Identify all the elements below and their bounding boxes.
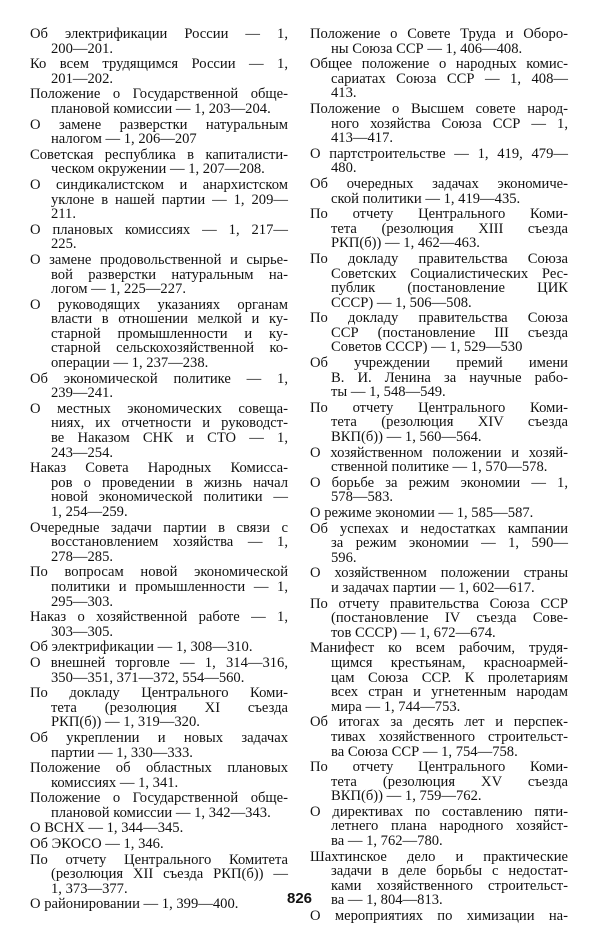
index-entry-line: 211. (51, 206, 76, 223)
index-entry-line: задачи в деле борьбы с недостат- (331, 863, 568, 880)
index-entry (310, 641, 568, 714)
index-entry-line: О плановых комиссиях — 1, 217— (30, 221, 288, 238)
index-entry-line: 350—351, 371—372, 554—560. (51, 669, 245, 686)
index-entry-line: старной сельскохозяйственной ко- (51, 340, 288, 357)
index-entry-line: (постановление IV съезда Сове- (331, 610, 568, 627)
index-entry (30, 853, 288, 897)
index-entry-line: 201—202. (51, 70, 114, 87)
index-entry-line: летнего плана народного хозяйст- (331, 818, 568, 835)
index-entry-line: ты — 1, 548—549. (331, 384, 446, 401)
index-entry-line: партии — 1, 330—333. (51, 744, 193, 761)
index-entry (30, 461, 288, 519)
index-entry-line: По докладу правительства Союза (310, 310, 568, 327)
index-entry-line: О местных экономических совеща- (30, 400, 288, 417)
index-entry-line: Шахтинское дело и практические (310, 848, 568, 865)
index-entry-line: 239—241. (51, 385, 114, 402)
index-entry-line: восстановлением хозяйства — 1, (51, 534, 288, 551)
index-entry-line: плановой комиссии — 1, 342—343. (51, 804, 271, 821)
index-entry (310, 522, 568, 566)
index-column-left (30, 27, 288, 913)
index-entry-line: Об итогах за десять лет и перспек- (310, 714, 568, 731)
index-entry-line: тета (резолюция XIV съезда (331, 414, 568, 431)
index-entry-line: ВКП(б)) — 1, 759—762. (331, 788, 482, 805)
index-entry-line: тета (резолюция XV съезда (331, 773, 568, 790)
index-entry-line: 578—583. (331, 489, 394, 506)
index-entry-line: цам Союза ССР. К пролетариям (331, 669, 568, 686)
index-entry-line: О мероприятиях по химизации на- (310, 908, 568, 925)
index-entry-line: ва — 1, 762—780. (331, 833, 443, 850)
index-entry-line: ской политики — 1, 419—435. (331, 190, 521, 207)
index-entry (30, 791, 288, 820)
index-entry (30, 27, 288, 56)
index-entry (310, 252, 568, 310)
index-entry (310, 401, 568, 445)
index-entry-line: ВКП(б)) — 1, 560—564. (331, 429, 482, 446)
index-entry-line: ного хозяйства Союза ССР — 1, (331, 115, 568, 132)
index-entry-line: О районировании — 1, 399—400. (30, 896, 239, 913)
index-entry (310, 177, 568, 206)
index-entry-line: ров о проведении в жизнь начал (51, 474, 288, 491)
index-entry (30, 372, 288, 401)
index-entry-line: за режим экономии — 1, 590— (331, 535, 568, 552)
index-entry-line: 413—417. (331, 130, 394, 147)
index-entry-line: логом — 1, 225—227. (51, 281, 186, 298)
index-entry (30, 521, 288, 565)
index-entry-line: Советов СССР) — 1, 529—530 (331, 339, 523, 356)
index-entry (30, 731, 288, 760)
index-entry-line: О ВСНХ — 1, 344—345. (30, 820, 184, 837)
index-entry (310, 57, 568, 101)
index-entry (310, 850, 568, 908)
index-entry-line: тов СССР) — 1, 672—674. (331, 624, 496, 641)
index-entry-line: По отчету Центрального Коми- (310, 399, 568, 416)
index-entry-line: В. И. Ленина за научные рабо- (331, 369, 568, 386)
index-entry-line: По отчету Центрального Комитета (30, 851, 288, 868)
index-entry (30, 761, 288, 790)
index-entry-line: Ко всем трудящимся России — 1, (30, 56, 288, 73)
index-entry (310, 805, 568, 849)
index-entry-line: Об электрификации России — 1, (30, 26, 288, 42)
index-entry (310, 506, 568, 521)
index-entry-line: 596. (331, 549, 357, 566)
index-entry-line: ве Наказом СНК и СТО — 1, (51, 430, 288, 447)
index-entry-line: О хозяйственном положении страны (310, 565, 568, 582)
index-entry-line: О руководящих указаниях органам (30, 296, 288, 313)
index-entry-line: Общее положение о народных комис- (310, 56, 568, 73)
index-entry-line: Об укреплении и новых задачах (30, 729, 288, 746)
index-entry (30, 640, 288, 655)
index-entry-line: мира — 1, 744—753. (331, 698, 461, 715)
index-entry-line: власти в отношении мелкой и ку- (51, 311, 288, 328)
index-entry-line: публик (постановление ЦИК (331, 280, 568, 297)
index-entry-line: Положение о Государственной обще- (30, 790, 288, 807)
index-entry (30, 610, 288, 639)
index-entry-line: комиссиях — 1, 341. (51, 774, 179, 791)
index-entry (310, 207, 568, 251)
index-entry (30, 148, 288, 177)
index-entry-line: О замене продовольственной и сырье- (30, 251, 288, 268)
index-entry (30, 118, 288, 147)
index-entry-line: 1, 254—259. (51, 504, 128, 520)
index-entry-line: 413. (331, 85, 357, 102)
index-entry (310, 27, 568, 56)
index-entry-line: О режиме экономии — 1, 585—587. (310, 505, 534, 521)
index-entry (30, 686, 288, 730)
index-entry (310, 566, 568, 595)
index-entry-line: уклоне в нашей партии — 1, 209— (51, 191, 288, 208)
index-entry-line: По вопросам новой экономической (30, 564, 288, 581)
index-entry-line: РКП(б)) — 1, 319—320. (51, 714, 200, 731)
index-entry-line: Очередные задачи партии в связи с (30, 519, 288, 536)
index-entry-line: Наказ о хозяйственной работе — 1, (30, 609, 288, 626)
index-entry-line: Наказ Совета Народных Комисса- (30, 460, 288, 477)
index-entry-line: Советских Социалистических Рес- (331, 265, 568, 282)
index-entry-line: Об учреждении премий имени (310, 355, 568, 372)
index-entry (310, 476, 568, 505)
index-entry-line: тивах хозяйственного строительст- (331, 728, 568, 745)
index-entry-line: Манифест ко всем рабочим, трудя- (310, 640, 568, 657)
index-entry-line: Об очередных задачах экономиче- (310, 175, 568, 192)
index-entry-line: политики и промышленности — 1, (51, 578, 288, 595)
index-entry-line: СССР) — 1, 506—508. (331, 294, 472, 311)
index-entry-line: Положение об областных плановых (30, 760, 288, 777)
index-entry-line: 278—285. (51, 548, 114, 565)
index-entry-line: ческом окружении — 1, 207—208. (51, 161, 265, 178)
index-entry (30, 57, 288, 86)
index-entry-line: ниях, их отчетности и руководст- (51, 415, 288, 432)
index-entry-line: тета (резолюция XIII съезда (331, 220, 568, 237)
index-entry-line: 200—201. (51, 40, 114, 57)
index-entry-line: всех стран и угнетенным народам (331, 684, 568, 701)
index-entry-line: 1, 373—377. (51, 880, 128, 897)
index-entry (310, 909, 568, 924)
index-entry-line: щимся крестьянам, красноармей- (331, 654, 568, 671)
index-entry-line: 295—303. (51, 593, 114, 610)
index-entry-line: О синдикалистском и анархистском (30, 176, 288, 193)
index-entry-line: РКП(б)) — 1, 462—463. (331, 235, 480, 252)
index-entry-line: 303—305. (51, 623, 114, 640)
index-entry-line: тета (резолюция XI съезда (51, 699, 288, 716)
index-entry-line: вой разверстки натуральным на- (51, 266, 288, 283)
index-entry-line: О директивах по составлению пяти- (310, 803, 568, 820)
index-entry-line: ны Союза ССР — 1, 406—408. (331, 40, 523, 57)
index-entry-line: Об успехах и недостатках кампании (310, 520, 568, 537)
index-entry-line: и задачах партии — 1, 602—617. (331, 579, 535, 596)
index-entry-line: плановой комиссии — 1, 203—204. (51, 100, 271, 117)
index-entry (310, 446, 568, 475)
index-entry-line: Положение о Совете Труда и Оборо- (310, 26, 568, 42)
index-column-right (310, 27, 568, 925)
index-entry-line: По докладу Центрального Коми- (30, 685, 288, 702)
index-entry (30, 656, 288, 685)
index-entry-line: налогом — 1, 206—207 (51, 131, 197, 148)
index-entry-line: старной промышленности и ку- (51, 325, 288, 342)
page-number: 826 (287, 890, 313, 907)
index-entry-line: ССР (постановление III съезда (331, 324, 568, 341)
index-entry-line: ственной политике — 1, 570—578. (331, 459, 548, 476)
index-entry (30, 565, 288, 609)
index-entry-line: ва — 1, 804—813. (331, 892, 443, 909)
index-entry-line: операции — 1, 237—238. (51, 355, 209, 372)
index-entry-line: О хозяйственном положении и хозяй- (310, 444, 568, 461)
index-entry-line: 243—254. (51, 444, 114, 461)
index-entry-line: Положение о Государственной обще- (30, 86, 288, 103)
index-entry-line: 480. (331, 160, 357, 177)
index-entry (310, 356, 568, 400)
index-entry (30, 837, 288, 852)
index-entry-line: О партстроительстве — 1, 419, 479— (310, 145, 568, 162)
index-entry (30, 87, 288, 116)
index-entry-line: По докладу правительства Союза (310, 250, 568, 267)
index-entry-line: новой экономической политики — (51, 489, 288, 506)
index-entry (310, 147, 568, 176)
index-entry (310, 715, 568, 759)
index-entry-line: О внешней торговле — 1, 314—316, (30, 654, 288, 671)
index-entry (30, 253, 288, 297)
index-entry-line: Советская республика в капиталисти- (30, 146, 288, 163)
index-entry (30, 223, 288, 252)
index-entry-line: ва Союза ССР — 1, 754—758. (331, 743, 518, 760)
index-entry (310, 760, 568, 804)
index-entry-line: По отчету правительства Союза ССР (310, 595, 568, 612)
index-entry (30, 821, 288, 836)
index-entry-line: 225. (51, 236, 77, 253)
index-entry (30, 897, 288, 912)
index-entry-line: Об экономической политике — 1, (30, 370, 288, 387)
index-entry-line: О борьбе за режим экономии — 1, (310, 474, 568, 491)
index-entry (310, 102, 568, 146)
index-entry-line: Об ЭКОСО — 1, 346. (30, 836, 164, 853)
index-entry-line: Положение о Высшем совете народ- (310, 100, 568, 117)
index-entry (310, 597, 568, 641)
index-entry-line: По отчету Центрального Коми- (310, 206, 568, 223)
index-entry-line: По отчету Центрального Коми- (310, 759, 568, 776)
index-entry-line: (резолюция XII съезда РКП(б)) — (51, 866, 288, 883)
index-entry (30, 402, 288, 460)
index-entry-line: ками хозяйственного строительст- (331, 877, 568, 894)
index-entry (30, 178, 288, 222)
index-entry (310, 311, 568, 355)
index-entry-line: О замене разверстки натуральным (30, 116, 288, 133)
index-entry-line: Об электрификации — 1, 308—310. (30, 639, 253, 656)
index-entry (30, 298, 288, 371)
index-entry-line: сариатах Союза ССР — 1, 408— (331, 70, 568, 87)
